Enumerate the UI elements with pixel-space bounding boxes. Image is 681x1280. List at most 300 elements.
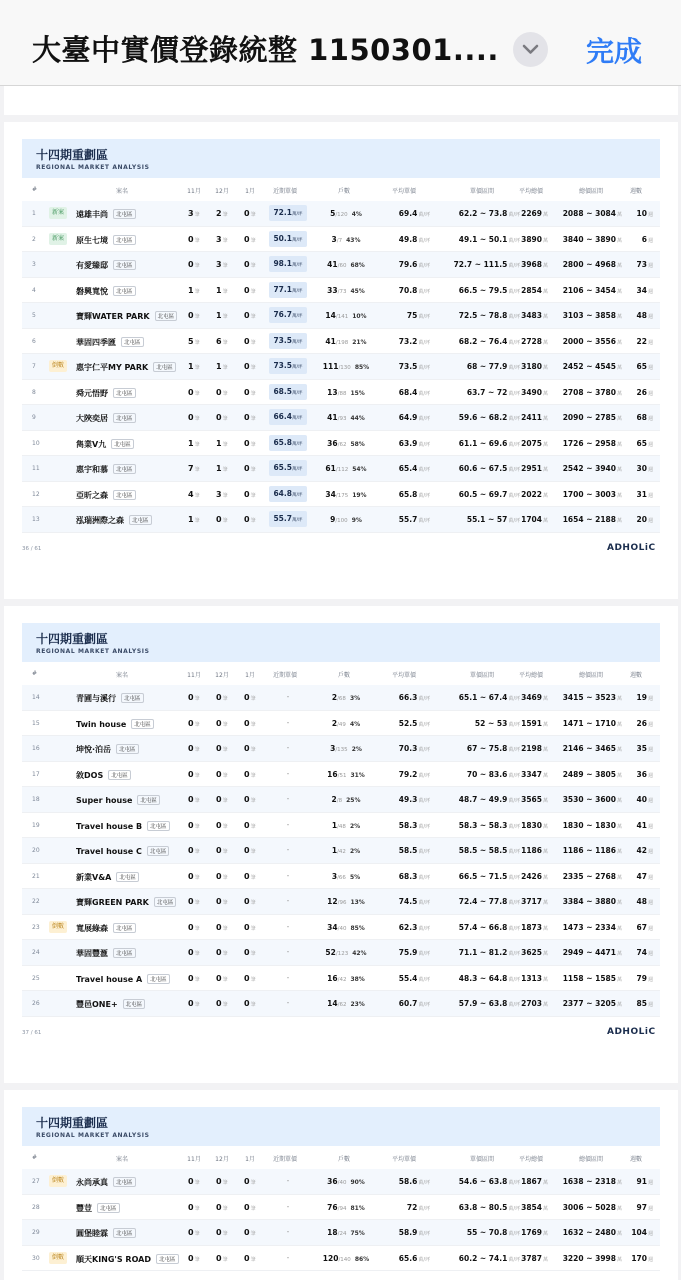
project-name[interactable]: 舜元悟野 北屯區: [76, 388, 136, 399]
table-row[interactable]: [22, 1246, 660, 1272]
sold-percentage: 4%: [351, 211, 362, 218]
project-name[interactable]: 雋業V九 北屯區: [76, 439, 134, 450]
table-row[interactable]: [22, 1169, 660, 1195]
sold-percentage: 25%: [346, 797, 361, 804]
project-name[interactable]: 坤悅·泊岳 北屯區: [76, 744, 139, 755]
unit-label: 萬/坪: [418, 339, 430, 346]
title-menu-button[interactable]: [513, 32, 548, 67]
unit-label: 筆: [222, 492, 228, 499]
total-price-range: 3415 ~ 3523萬: [562, 693, 622, 702]
households-sold: 16/51 31%: [327, 769, 365, 779]
unit-label: 筆: [222, 518, 228, 524]
unit-label: 萬/坪: [291, 314, 303, 319]
average-unit-price: 58.9萬/坪: [398, 1228, 430, 1237]
deals-nov: 1筆: [188, 285, 200, 295]
average-unit-price: 60.7萬/坪: [398, 999, 430, 1008]
row-number: 5: [32, 312, 36, 319]
table-row[interactable]: [22, 838, 660, 864]
project-name[interactable]: 寬展綠森 北屯區: [76, 923, 136, 934]
unit-label: 萬: [542, 237, 548, 244]
district-tag: 北屯區: [111, 439, 134, 449]
weeks-on-market: 35週: [636, 744, 653, 753]
total-price-range: 1632 ~ 2480萬: [562, 1228, 622, 1237]
deals-dec: 1筆: [216, 464, 228, 473]
unit-label: 萬: [616, 772, 622, 779]
deals-dec: 0筆: [216, 846, 228, 855]
unit-label: 週: [647, 212, 653, 218]
unit-label: 週: [647, 1231, 653, 1237]
households-sold: 3/135 2%: [330, 744, 362, 753]
average-total-price: 2951萬: [521, 464, 548, 473]
project-name[interactable]: Super house 北屯區: [76, 795, 160, 805]
deals-dec: 0筆: [216, 897, 228, 906]
district-tag: 北屯區: [116, 872, 139, 882]
weeks-on-market: 31週: [636, 489, 653, 499]
unit-label: 萬/坪: [508, 339, 520, 346]
recent-unit-price: -: [286, 768, 290, 778]
unit-label: 萬/坪: [508, 237, 520, 244]
unit-label: 萬: [542, 747, 548, 753]
unit-price-range: 60.5 ~ 69.7萬/坪: [458, 489, 520, 499]
project-name[interactable]: Travel house B 北屯區: [76, 821, 170, 831]
table-row[interactable]: [22, 787, 660, 813]
deals-jan: 0筆: [244, 871, 256, 881]
average-total-price: 2075萬: [521, 438, 548, 448]
project-name[interactable]: 大陜奕居 北屯區: [76, 413, 136, 424]
project-name[interactable]: 敘DOS 北屯區: [76, 770, 131, 781]
unit-label: 週: [647, 823, 653, 830]
unit-label: 筆: [222, 874, 228, 881]
row-number: 1: [32, 210, 36, 217]
unit-label: 筆: [222, 288, 228, 295]
row-number: 6: [32, 337, 36, 345]
sold-percentage: 13%: [350, 899, 365, 906]
table-row[interactable]: [22, 889, 660, 915]
deals-jan: 0筆: [244, 336, 256, 346]
total-price-range: 3103 ~ 3858萬: [562, 311, 622, 320]
table-row[interactable]: [22, 278, 660, 304]
unit-label: 萬/坪: [508, 212, 520, 218]
unit-label: 萬: [542, 339, 548, 346]
project-name[interactable]: 華固四季匯 北屯區: [76, 337, 144, 348]
recent-unit-price: 64.8萬/坪: [269, 486, 307, 502]
weeks-on-market: 68週: [636, 413, 653, 422]
district-tag: 北屯區: [121, 693, 144, 703]
project-name[interactable]: 惠宇和慕 北屯區: [76, 464, 136, 475]
unit-label: 萬: [542, 874, 548, 881]
unit-label: 萬/坪: [508, 747, 520, 753]
unit-label: 筆: [194, 772, 200, 779]
unit-label: 週: [647, 467, 653, 473]
total-price-range: 1473 ~ 2334萬: [562, 922, 622, 932]
average-unit-price: 73.5萬/坪: [398, 362, 430, 371]
column-header-total-range: 總價區間: [578, 188, 604, 195]
project-name[interactable]: 圓堡睦霖 北屯區: [76, 1228, 136, 1239]
row-number: 29: [32, 1229, 40, 1236]
unit-label: 筆: [250, 339, 256, 346]
unit-label: 筆: [250, 747, 256, 753]
column-header-weeks: 週數: [629, 188, 643, 195]
unit-label: 萬: [616, 900, 622, 906]
average-unit-price: 66.3萬/坪: [398, 693, 430, 702]
project-name[interactable]: 亞昕之森 北屯區: [76, 490, 136, 501]
project-name[interactable]: 原生七境 北屯區: [76, 235, 136, 246]
households-sold: 2/8 25%: [331, 795, 361, 804]
project-name[interactable]: Travel house C 北屯區: [76, 846, 169, 856]
unit-label: 筆: [194, 288, 200, 295]
sold-percentage: 4%: [349, 720, 361, 728]
households-total: /42: [337, 849, 346, 855]
households-sold: 3/7 43%: [331, 234, 361, 244]
unit-label: 筆: [194, 1231, 200, 1237]
table-row[interactable]: [22, 431, 660, 457]
deals-jan: 0筆: [244, 948, 256, 957]
households-sold: 14/62 23%: [327, 999, 365, 1008]
unit-label: 萬/坪: [508, 1231, 520, 1237]
unit-label: 筆: [222, 900, 228, 906]
unit-price-range: 60.6 ~ 67.5萬/坪: [458, 464, 520, 473]
table-row[interactable]: [22, 1220, 660, 1246]
project-name[interactable]: 青圃与溪行 北屯區: [76, 693, 144, 704]
row-number: 16: [32, 745, 40, 752]
deals-jan: 0筆: [244, 387, 256, 397]
deals-dec: 1筆: [216, 311, 228, 320]
average-unit-price: 64.9萬/坪: [398, 413, 430, 422]
unit-label: 筆: [222, 314, 228, 320]
average-total-price: 3787萬: [521, 1253, 548, 1263]
unit-price-range: 60.2 ~ 74.1萬/坪: [458, 1253, 520, 1263]
sold-percentage: 45%: [350, 287, 365, 295]
document-title: 大臺中實價登錄統整 1150301....: [32, 33, 499, 67]
unit-label: 筆: [222, 747, 228, 753]
district-tag: 北屯區: [156, 1254, 179, 1264]
project-name[interactable]: 遠雄丰尚 北屯區: [76, 209, 136, 220]
unit-label: 萬: [616, 237, 622, 244]
households-total: /68: [337, 696, 346, 702]
unit-label: 萬/坪: [418, 849, 430, 855]
page-number: 36 / 61: [22, 546, 42, 552]
table-row[interactable]: [22, 252, 660, 278]
unit-price-range: 65.1 ~ 67.4萬/坪: [458, 693, 520, 702]
unit-label: 週: [647, 288, 653, 295]
households-sold: 41/60 68%: [327, 260, 365, 269]
unit-label: 萬/坪: [418, 925, 430, 932]
households-sold: 13/88 15%: [327, 387, 365, 397]
unit-label: 週: [647, 696, 653, 702]
unit-price-range: 63.8 ~ 80.5萬/坪: [458, 1202, 520, 1212]
district-tag: 北屯區: [97, 1203, 120, 1213]
total-price-range: 1830 ~ 1830萬: [562, 820, 622, 830]
project-name[interactable]: 寶輝GREEN PARK 北屯區: [76, 897, 176, 908]
table-row[interactable]: [22, 507, 660, 533]
total-price-range: 3006 ~ 5028萬: [562, 1202, 622, 1212]
unit-label: 萬: [542, 365, 548, 371]
unit-label: 萬/坪: [418, 772, 430, 779]
column-header-unit-range: 單價區間: [469, 672, 495, 679]
households-sold: 61/112 54%: [325, 464, 367, 473]
project-name[interactable]: 新業V&A 北屯區: [76, 872, 139, 883]
households-sold: 33/73 45%: [327, 285, 365, 295]
column-header-name: 案名: [115, 1156, 129, 1163]
average-unit-price: 79.2萬/坪: [398, 769, 430, 779]
table-row[interactable]: [22, 940, 660, 966]
weeks-on-market: 30週: [636, 464, 653, 473]
deals-jan: 0筆: [244, 260, 256, 269]
total-price-range: 1158 ~ 1585萬: [562, 973, 622, 983]
unit-label: 週: [647, 390, 653, 397]
table-row[interactable]: [22, 405, 660, 431]
unit-label: 筆: [194, 900, 200, 906]
unit-label: 萬/坪: [291, 467, 303, 472]
unit-price-range: 72.5 ~ 78.8萬/坪: [458, 311, 520, 320]
table-row[interactable]: [22, 813, 660, 839]
unit-label: 萬: [542, 925, 548, 932]
weeks-on-market: 79週: [636, 973, 653, 983]
unit-label: 萬: [542, 314, 548, 320]
deals-dec: 0筆: [216, 1253, 228, 1263]
unit-label: 萬: [542, 772, 548, 779]
deals-jan: 0筆: [244, 285, 256, 295]
unit-label: 筆: [194, 721, 200, 728]
table-row[interactable]: [22, 864, 660, 890]
district-tag: 北屯區: [113, 209, 136, 219]
column-header-idx: #: [32, 670, 38, 677]
done-button[interactable]: 完成: [586, 35, 643, 68]
table-row[interactable]: [22, 762, 660, 788]
average-total-price: 3890萬: [521, 234, 548, 244]
total-price-range: 1471 ~ 1710萬: [562, 718, 622, 728]
unit-label: 筆: [250, 237, 256, 244]
households-total: /42: [337, 976, 347, 983]
table-row[interactable]: [22, 736, 660, 762]
average-unit-price: 68.3萬/坪: [398, 871, 430, 881]
row-number: 18: [32, 796, 40, 803]
unit-label: 筆: [194, 696, 200, 702]
unit-label: 筆: [250, 365, 256, 371]
average-unit-price: 69.4萬/坪: [398, 209, 430, 218]
sold-percentage: 42%: [352, 950, 367, 957]
unit-label: 週: [647, 951, 653, 957]
households-sold: 9/100 9%: [330, 515, 362, 524]
deals-nov: 1筆: [188, 362, 200, 371]
district-tag: 北屯區: [113, 923, 136, 933]
table-row[interactable]: [22, 201, 660, 227]
district-tag: 北屯區: [113, 1177, 136, 1187]
average-total-price: 1313萬: [521, 973, 548, 983]
deals-nov: 1筆: [188, 438, 200, 448]
total-price-range: 2000 ~ 3556萬: [562, 336, 622, 346]
row-number: 17: [32, 770, 40, 778]
unit-label: 筆: [222, 263, 228, 269]
unit-label: 筆: [194, 951, 200, 957]
unit-label: 萬/坪: [418, 1256, 430, 1263]
section-subtitle: REGIONAL MARKET ANALYSIS: [36, 1132, 150, 1139]
weeks-on-market: 65週: [636, 362, 653, 371]
unit-label: 萬/坪: [508, 441, 520, 448]
section-header: [22, 623, 660, 662]
unit-label: 筆: [250, 976, 256, 983]
deals-nov: 0筆: [188, 234, 200, 244]
table-header: [22, 178, 660, 201]
unit-price-range: 72.7 ~ 111.5萬/坪: [453, 260, 520, 269]
weeks-on-market: 22週: [636, 336, 653, 346]
deals-dec: 0筆: [216, 718, 228, 728]
brand-logo: ADHOLiC: [607, 1027, 656, 1037]
deals-nov: 0筆: [188, 1253, 200, 1263]
unit-price-range: 54.6 ~ 63.8萬/坪: [458, 1177, 520, 1186]
project-name[interactable]: 豐荳 北屯區: [76, 1203, 120, 1214]
row-number: 8: [32, 388, 36, 396]
table-row[interactable]: [22, 711, 660, 737]
project-name[interactable]: 有愛臻邸 北屯區: [76, 260, 136, 271]
unit-label: 週: [647, 339, 653, 346]
average-unit-price: 74.5萬/坪: [398, 897, 430, 906]
recent-unit-price: -: [286, 921, 290, 931]
average-total-price: 2269萬: [521, 209, 548, 218]
unit-label: 筆: [222, 1205, 228, 1212]
column-header-idx: #: [32, 1154, 38, 1161]
column-header-m1: 11月: [187, 188, 201, 195]
row-number: 24: [32, 949, 40, 956]
table-row[interactable]: [22, 482, 660, 508]
unit-label: 萬: [616, 1180, 622, 1186]
unit-label: 萬/坪: [508, 1002, 520, 1008]
households-sold: 5/120 4%: [330, 209, 362, 218]
recent-unit-price: -: [286, 819, 290, 829]
average-total-price: 2198萬: [521, 744, 548, 753]
district-tag: 北屯區: [147, 821, 170, 831]
total-price-range: 2090 ~ 2785萬: [562, 413, 622, 422]
table-row[interactable]: [22, 380, 660, 406]
unit-label: 萬/坪: [508, 1256, 520, 1263]
unit-label: 筆: [222, 772, 228, 779]
unit-label: 萬/坪: [291, 365, 303, 370]
total-price-range: 3530 ~ 3600萬: [562, 795, 622, 804]
table-row[interactable]: [22, 354, 660, 380]
sold-percentage: 68%: [350, 262, 365, 269]
project-name[interactable]: 華固豐滙 北屯區: [76, 948, 136, 959]
deals-jan: 0筆: [244, 464, 256, 473]
table-row[interactable]: [22, 915, 660, 941]
section-subtitle: REGIONAL MARKET ANALYSIS: [36, 648, 150, 655]
table-row[interactable]: [22, 685, 660, 711]
column-header-name: 案名: [115, 672, 129, 679]
sold-percentage: 19%: [352, 491, 367, 499]
section-header: [22, 139, 660, 178]
unit-price-range: 52 ~ 53萬/坪: [474, 718, 520, 728]
deals-dec: 0筆: [216, 413, 228, 422]
households-sold: 1/48 2%: [331, 820, 361, 830]
unit-label: 萬: [542, 518, 548, 524]
project-name[interactable]: 豐邑ONE+ 北屯區: [76, 999, 145, 1010]
weeks-on-market: 97週: [636, 1202, 653, 1212]
recent-unit-price: -: [286, 794, 290, 803]
unit-label: 筆: [250, 416, 256, 422]
table-row[interactable]: [22, 329, 660, 355]
total-price-range: 2088 ~ 3084萬: [562, 209, 622, 218]
unit-label: 筆: [250, 492, 256, 499]
row-number: 10: [32, 439, 40, 447]
average-total-price: 3180萬: [521, 362, 548, 371]
district-tag: 北屯區: [116, 744, 139, 754]
countdown-badge: 倒數: [49, 360, 67, 372]
deals-dec: 3筆: [216, 260, 228, 269]
sold-percentage: 86%: [354, 1255, 370, 1263]
unit-label: 筆: [194, 874, 200, 881]
unit-label: 萬: [542, 798, 548, 804]
unit-label: 萬/坪: [418, 1205, 430, 1212]
households-sold: 12/96 13%: [327, 897, 365, 906]
table-row[interactable]: [22, 991, 660, 1017]
project-name[interactable]: 永尚承真 北屯區: [76, 1177, 136, 1188]
average-total-price: 3347萬: [521, 769, 548, 779]
unit-label: 萬/坪: [508, 925, 520, 932]
deals-dec: 0筆: [216, 948, 228, 957]
unit-label: 萬/坪: [418, 467, 430, 473]
sold-percentage: 10%: [352, 313, 367, 320]
deals-nov: 0筆: [188, 948, 200, 957]
unit-label: 筆: [194, 237, 200, 244]
table-row[interactable]: [22, 966, 660, 992]
project-name[interactable]: Twin house 北屯區: [76, 719, 154, 729]
deals-dec: 0筆: [216, 795, 228, 804]
column-header-households: 戶數: [337, 1156, 351, 1163]
deals-dec: 3筆: [216, 489, 228, 499]
total-price-range: 2800 ~ 4968萬: [562, 260, 622, 269]
unit-label: 萬/坪: [291, 237, 303, 243]
unit-label: 萬: [616, 390, 622, 397]
recent-unit-price: 68.5萬/坪: [269, 384, 307, 400]
project-name[interactable]: Travel house A 北屯區: [76, 974, 170, 984]
table-row[interactable]: [22, 456, 660, 482]
average-unit-price: 55.4萬/坪: [398, 973, 430, 983]
unit-label: 萬/坪: [418, 696, 430, 702]
total-price-range: 2708 ~ 3780萬: [562, 387, 622, 397]
sold-percentage: 2%: [349, 822, 361, 830]
deals-jan: 0筆: [244, 744, 256, 753]
table-row[interactable]: [22, 227, 660, 253]
weeks-on-market: 19週: [636, 693, 653, 702]
average-unit-price: 49.3萬/坪: [398, 795, 430, 804]
households-total: /24: [337, 1231, 347, 1237]
document-page: [4, 122, 678, 599]
unit-label: 筆: [250, 874, 256, 881]
project-name[interactable]: 泓瑞洲際之森 北屯區: [76, 515, 152, 526]
table-row[interactable]: [22, 303, 660, 329]
average-total-price: 1591萬: [521, 718, 548, 728]
project-name[interactable]: 磐興寬悅 北屯區: [76, 286, 136, 297]
column-header-name: 案名: [115, 188, 129, 195]
unit-price-range: 61.1 ~ 69.6萬/坪: [458, 438, 520, 448]
column-header-recent: 近期單價: [272, 188, 298, 195]
households-sold: 34/175 19%: [325, 489, 367, 499]
project-name[interactable]: 順天KING'S ROAD 北屯區: [76, 1254, 179, 1265]
table-row[interactable]: [22, 1195, 660, 1221]
project-name[interactable]: 寶輝WATER PARK 北屯區: [76, 311, 177, 322]
unit-price-range: 67 ~ 75.8萬/坪: [466, 744, 520, 753]
project-name[interactable]: 惠宇仁平MY PARK 北屯區: [76, 362, 176, 373]
households-total: /93: [337, 416, 347, 422]
recent-unit-price: -: [286, 743, 290, 752]
unit-label: 萬/坪: [508, 365, 520, 371]
deals-jan: 0筆: [244, 820, 256, 830]
unit-label: 週: [647, 849, 653, 855]
average-total-price: 2022萬: [521, 489, 548, 499]
deals-nov: 0筆: [188, 413, 200, 422]
recent-unit-price: -: [286, 1252, 290, 1262]
weeks-on-market: 42週: [636, 846, 653, 855]
column-header-avg-total: 平均總價: [518, 1156, 544, 1163]
